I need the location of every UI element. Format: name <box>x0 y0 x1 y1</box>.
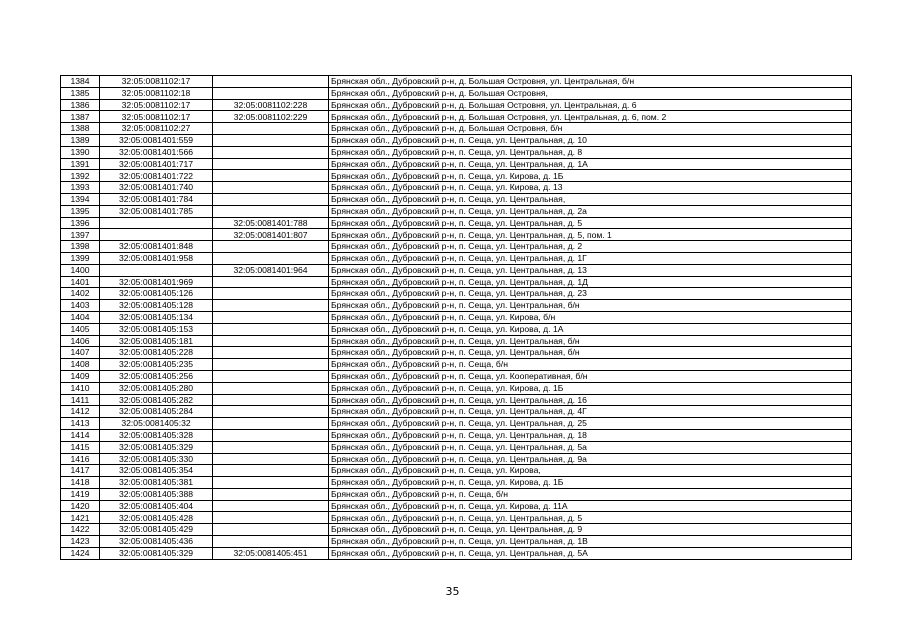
object-cadastral-cell <box>213 146 329 158</box>
parcel-cadastral-cell: 32:05:0081405:280 <box>100 382 213 394</box>
row-number-cell: 1389 <box>61 134 100 146</box>
object-cadastral-cell <box>213 500 329 512</box>
table-row <box>61 465 852 477</box>
object-cadastral-cell <box>213 158 329 170</box>
address-cell: Брянская обл., Дубровский р-н, п. Сеща, ул. Центральная, б/н <box>329 335 852 347</box>
table-row <box>61 359 852 371</box>
object-cadastral-cell <box>213 87 329 99</box>
address-cell: Брянская обл., Дубровский р-н, п. Сеща, ул. Кирова, <box>329 465 852 477</box>
address-cell: Брянская обл., Дубровский р-н, п. Сеща, ул. Центральная, д. 13 <box>329 264 852 276</box>
table-row <box>61 99 852 111</box>
address-cell: Брянская обл., Дубровский р-н, п. Сеща, ул. Центральная, б/н <box>329 347 852 359</box>
table-row <box>61 111 852 123</box>
table-row <box>61 123 852 135</box>
table-row <box>61 441 852 453</box>
object-cadastral-cell <box>213 441 329 453</box>
row-number-cell: 1390 <box>61 146 100 158</box>
table-row <box>61 252 852 264</box>
address-cell: Брянская обл., Дубровский р-н, п. Сеща, ул. Кирова, д. 13 <box>329 182 852 194</box>
address-cell: Брянская обл., Дубровский р-н, д. Большая Островня, ул. Центральная, д. 6, пом. 2 <box>329 111 852 123</box>
address-cell: Брянская обл., Дубровский р-н, п. Сеща, ул. Кооперативная, б/н <box>329 370 852 382</box>
object-cadastral-cell <box>213 288 329 300</box>
table-row <box>61 76 852 88</box>
address-cell: Брянская обл., Дубровский р-н, п. Сеща, ул. Центральная, д. 10 <box>329 134 852 146</box>
object-cadastral-cell <box>213 300 329 312</box>
parcel-cadastral-cell: 32:05:0081405:328 <box>100 429 213 441</box>
object-cadastral-cell: 32:05:0081102:228 <box>213 99 329 111</box>
object-cadastral-cell <box>213 134 329 146</box>
table-row <box>61 205 852 217</box>
row-number-cell: 1384 <box>61 76 100 88</box>
table-row <box>61 418 852 430</box>
address-cell: Брянская обл., Дубровский р-н, п. Сеща, ул. Центральная, д. 1А <box>329 158 852 170</box>
parcel-cadastral-cell <box>100 217 213 229</box>
object-cadastral-cell <box>213 370 329 382</box>
table-row <box>61 488 852 500</box>
object-cadastral-cell <box>213 394 329 406</box>
table-row <box>61 429 852 441</box>
object-cadastral-cell: 32:05:0081102:229 <box>213 111 329 123</box>
property-registry-table <box>60 75 852 560</box>
address-cell: Брянская обл., Дубровский р-н, п. Сеща, ул. Центральная, д. 25 <box>329 418 852 430</box>
address-cell: Брянская обл., Дубровский р-н, п. Сеща, ул. Центральная, д. 5 <box>329 512 852 524</box>
table-row <box>61 264 852 276</box>
table-row <box>61 536 852 548</box>
row-number-cell: 1398 <box>61 241 100 253</box>
row-number-cell: 1413 <box>61 418 100 430</box>
address-cell: Брянская обл., Дубровский р-н, п. Сеща, ул. Центральная, б/н <box>329 300 852 312</box>
object-cadastral-cell: 32:05:0081401:788 <box>213 217 329 229</box>
parcel-cadastral-cell: 32:05:0081405:429 <box>100 524 213 536</box>
parcel-cadastral-cell: 32:05:0081401:740 <box>100 182 213 194</box>
row-number-cell: 1387 <box>61 111 100 123</box>
table-row <box>61 288 852 300</box>
object-cadastral-cell <box>213 193 329 205</box>
parcel-cadastral-cell: 32:05:0081405:404 <box>100 500 213 512</box>
table-row <box>61 300 852 312</box>
address-cell: Брянская обл., Дубровский р-н, п. Сеща, ул. Центральная, д. 18 <box>329 429 852 441</box>
object-cadastral-cell <box>213 418 329 430</box>
table-row <box>61 453 852 465</box>
table-row <box>61 524 852 536</box>
row-number-cell: 1392 <box>61 170 100 182</box>
address-cell: Брянская обл., Дубровский р-н, д. Большая Островня, б/н <box>329 123 852 135</box>
address-cell: Брянская обл., Дубровский р-н, п. Сеща, ул. Кирова, д. 1Б <box>329 477 852 489</box>
row-number-cell: 1386 <box>61 99 100 111</box>
row-number-cell: 1422 <box>61 524 100 536</box>
row-number-cell: 1402 <box>61 288 100 300</box>
parcel-cadastral-cell: 32:05:0081405:228 <box>100 347 213 359</box>
parcel-cadastral-cell: 32:05:0081405:32 <box>100 418 213 430</box>
table-row <box>61 146 852 158</box>
parcel-cadastral-cell: 32:05:0081401:566 <box>100 146 213 158</box>
row-number-cell: 1415 <box>61 441 100 453</box>
table-body <box>61 76 852 560</box>
table-row <box>61 241 852 253</box>
address-cell: Брянская обл., Дубровский р-н, п. Сеща, ул. Центральная, д. 9 <box>329 524 852 536</box>
table-row <box>61 276 852 288</box>
address-cell: Брянская обл., Дубровский р-н, п. Сеща, ул. Центральная, д. 5, пом. 1 <box>329 229 852 241</box>
address-cell: Брянская обл., Дубровский р-н, п. Сеща, б/н <box>329 488 852 500</box>
row-number-cell: 1388 <box>61 123 100 135</box>
parcel-cadastral-cell: 32:05:0081401:848 <box>100 241 213 253</box>
row-number-cell: 1399 <box>61 252 100 264</box>
row-number-cell: 1394 <box>61 193 100 205</box>
parcel-cadastral-cell: 32:05:0081405:354 <box>100 465 213 477</box>
parcel-cadastral-cell: 32:05:0081405:428 <box>100 512 213 524</box>
row-number-cell: 1405 <box>61 323 100 335</box>
row-number-cell: 1420 <box>61 500 100 512</box>
parcel-cadastral-cell: 32:05:0081405:436 <box>100 536 213 548</box>
address-cell: Брянская обл., Дубровский р-н, п. Сеща, ул. Центральная, д. 9а <box>329 453 852 465</box>
object-cadastral-cell <box>213 205 329 217</box>
parcel-cadastral-cell: 32:05:0081401:722 <box>100 170 213 182</box>
table-row <box>61 406 852 418</box>
object-cadastral-cell <box>213 488 329 500</box>
parcel-cadastral-cell: 32:05:0081405:181 <box>100 335 213 347</box>
parcel-cadastral-cell: 32:05:0081401:958 <box>100 252 213 264</box>
table-row <box>61 347 852 359</box>
object-cadastral-cell <box>213 359 329 371</box>
row-number-cell: 1414 <box>61 429 100 441</box>
object-cadastral-cell: 32:05:0081401:964 <box>213 264 329 276</box>
parcel-cadastral-cell: 32:05:0081405:329 <box>100 441 213 453</box>
row-number-cell: 1401 <box>61 276 100 288</box>
row-number-cell: 1409 <box>61 370 100 382</box>
object-cadastral-cell <box>213 347 329 359</box>
row-number-cell: 1403 <box>61 300 100 312</box>
address-cell: Брянская обл., Дубровский р-н, п. Сеща, ул. Центральная, <box>329 193 852 205</box>
parcel-cadastral-cell: 32:05:0081102:18 <box>100 87 213 99</box>
object-cadastral-cell <box>213 76 329 88</box>
parcel-cadastral-cell: 32:05:0081405:330 <box>100 453 213 465</box>
row-number-cell: 1417 <box>61 465 100 477</box>
parcel-cadastral-cell: 32:05:0081401:717 <box>100 158 213 170</box>
object-cadastral-cell <box>213 465 329 477</box>
object-cadastral-cell <box>213 323 329 335</box>
row-number-cell: 1406 <box>61 335 100 347</box>
parcel-cadastral-cell: 32:05:0081405:282 <box>100 394 213 406</box>
object-cadastral-cell <box>213 170 329 182</box>
object-cadastral-cell <box>213 429 329 441</box>
row-number-cell: 1395 <box>61 205 100 217</box>
table-row <box>61 335 852 347</box>
address-cell: Брянская обл., Дубровский р-н, д. Большая Островня, <box>329 87 852 99</box>
row-number-cell: 1408 <box>61 359 100 371</box>
table-row <box>61 182 852 194</box>
table-row <box>61 193 852 205</box>
table-row <box>61 382 852 394</box>
parcel-cadastral-cell: 32:05:0081102:17 <box>100 111 213 123</box>
row-number-cell: 1400 <box>61 264 100 276</box>
address-cell: Брянская обл., Дубровский р-н, п. Сеща, ул. Центральная, д. 5А <box>329 547 852 559</box>
table-row <box>61 512 852 524</box>
address-cell: Брянская обл., Дубровский р-н, п. Сеща, ул. Центральная, д. 8 <box>329 146 852 158</box>
parcel-cadastral-cell: 32:05:0081405:235 <box>100 359 213 371</box>
address-cell: Брянская обл., Дубровский р-н, п. Сеща, б/н <box>329 359 852 371</box>
parcel-cadastral-cell: 32:05:0081405:329 <box>100 547 213 559</box>
address-cell: Брянская обл., Дубровский р-н, п. Сеща, ул. Кирова, д. 1А <box>329 323 852 335</box>
row-number-cell: 1396 <box>61 217 100 229</box>
address-cell: Брянская обл., Дубровский р-н, п. Сеща, ул. Кирова, б/н <box>329 311 852 323</box>
object-cadastral-cell <box>213 252 329 264</box>
object-cadastral-cell <box>213 512 329 524</box>
row-number-cell: 1385 <box>61 87 100 99</box>
table-row <box>61 170 852 182</box>
object-cadastral-cell <box>213 276 329 288</box>
table-row <box>61 477 852 489</box>
address-cell: Брянская обл., Дубровский р-н, п. Сеща, ул. Кирова, д. 11А <box>329 500 852 512</box>
row-number-cell: 1418 <box>61 477 100 489</box>
object-cadastral-cell <box>213 311 329 323</box>
parcel-cadastral-cell: 32:05:0081401:559 <box>100 134 213 146</box>
parcel-cadastral-cell: 32:05:0081405:381 <box>100 477 213 489</box>
object-cadastral-cell <box>213 123 329 135</box>
table-row <box>61 134 852 146</box>
parcel-cadastral-cell: 32:05:0081102:17 <box>100 76 213 88</box>
row-number-cell: 1412 <box>61 406 100 418</box>
parcel-cadastral-cell: 32:05:0081405:284 <box>100 406 213 418</box>
row-number-cell: 1423 <box>61 536 100 548</box>
object-cadastral-cell <box>213 406 329 418</box>
address-cell: Брянская обл., Дубровский р-н, п. Сеща, ул. Кирова, д. 1Б <box>329 382 852 394</box>
row-number-cell: 1410 <box>61 382 100 394</box>
table-row <box>61 370 852 382</box>
parcel-cadastral-cell: 32:05:0081401:969 <box>100 276 213 288</box>
address-cell: Брянская обл., Дубровский р-н, п. Сеща, ул. Центральная, д. 4Г <box>329 406 852 418</box>
parcel-cadastral-cell: 32:05:0081405:126 <box>100 288 213 300</box>
table-row <box>61 547 852 559</box>
table-row <box>61 500 852 512</box>
address-cell: Брянская обл., Дубровский р-н, д. Большая Островня, ул. Центральная, д. 6 <box>329 99 852 111</box>
table-row <box>61 323 852 335</box>
parcel-cadastral-cell <box>100 264 213 276</box>
object-cadastral-cell <box>213 335 329 347</box>
address-cell: Брянская обл., Дубровский р-н, п. Сеща, ул. Центральная, д. 16 <box>329 394 852 406</box>
address-cell: Брянская обл., Дубровский р-н, п. Сеща, ул. Центральная, д. 1Г <box>329 252 852 264</box>
parcel-cadastral-cell: 32:05:0081102:27 <box>100 123 213 135</box>
row-number-cell: 1411 <box>61 394 100 406</box>
address-cell: Брянская обл., Дубровский р-н, п. Сеща, ул. Центральная, д. 5а <box>329 441 852 453</box>
parcel-cadastral-cell: 32:05:0081405:128 <box>100 300 213 312</box>
row-number-cell: 1397 <box>61 229 100 241</box>
page-number: 35 <box>445 585 460 598</box>
row-number-cell: 1421 <box>61 512 100 524</box>
address-cell: Брянская обл., Дубровский р-н, п. Сеща, ул. Центральная, д. 5 <box>329 217 852 229</box>
object-cadastral-cell <box>213 453 329 465</box>
row-number-cell: 1393 <box>61 182 100 194</box>
table-row <box>61 229 852 241</box>
object-cadastral-cell <box>213 477 329 489</box>
address-cell: Брянская обл., Дубровский р-н, п. Сеща, ул. Центральная, д. 1В <box>329 536 852 548</box>
parcel-cadastral-cell: 32:05:0081401:784 <box>100 193 213 205</box>
parcel-cadastral-cell: 32:05:0081405:134 <box>100 311 213 323</box>
address-cell: Брянская обл., Дубровский р-н, п. Сеща, ул. Центральная, д. 23 <box>329 288 852 300</box>
address-cell: Брянская обл., Дубровский р-н, д. Большая Островня, ул. Центральная, б/н <box>329 76 852 88</box>
address-cell: Брянская обл., Дубровский р-н, п. Сеща, ул. Кирова, д. 1Б <box>329 170 852 182</box>
address-cell: Брянская обл., Дубровский р-н, п. Сеща, ул. Центральная, д. 1Д <box>329 276 852 288</box>
row-number-cell: 1419 <box>61 488 100 500</box>
row-number-cell: 1391 <box>61 158 100 170</box>
object-cadastral-cell: 32:05:0081401:807 <box>213 229 329 241</box>
table-row <box>61 217 852 229</box>
table-row <box>61 158 852 170</box>
object-cadastral-cell <box>213 182 329 194</box>
object-cadastral-cell <box>213 524 329 536</box>
table-row <box>61 394 852 406</box>
object-cadastral-cell: 32:05:0081405:451 <box>213 547 329 559</box>
parcel-cadastral-cell: 32:05:0081102:17 <box>100 99 213 111</box>
parcel-cadastral-cell: 32:05:0081405:256 <box>100 370 213 382</box>
parcel-cadastral-cell <box>100 229 213 241</box>
parcel-cadastral-cell: 32:05:0081401:785 <box>100 205 213 217</box>
address-cell: Брянская обл., Дубровский р-н, п. Сеща, ул. Центральная, д. 2 <box>329 241 852 253</box>
object-cadastral-cell <box>213 382 329 394</box>
parcel-cadastral-cell: 32:05:0081405:153 <box>100 323 213 335</box>
parcel-cadastral-cell: 32:05:0081405:388 <box>100 488 213 500</box>
row-number-cell: 1424 <box>61 547 100 559</box>
row-number-cell: 1407 <box>61 347 100 359</box>
address-cell: Брянская обл., Дубровский р-н, п. Сеща, ул. Центральная, д. 2а <box>329 205 852 217</box>
object-cadastral-cell <box>213 241 329 253</box>
object-cadastral-cell <box>213 536 329 548</box>
row-number-cell: 1416 <box>61 453 100 465</box>
table-row <box>61 87 852 99</box>
table-row <box>61 311 852 323</box>
row-number-cell: 1404 <box>61 311 100 323</box>
